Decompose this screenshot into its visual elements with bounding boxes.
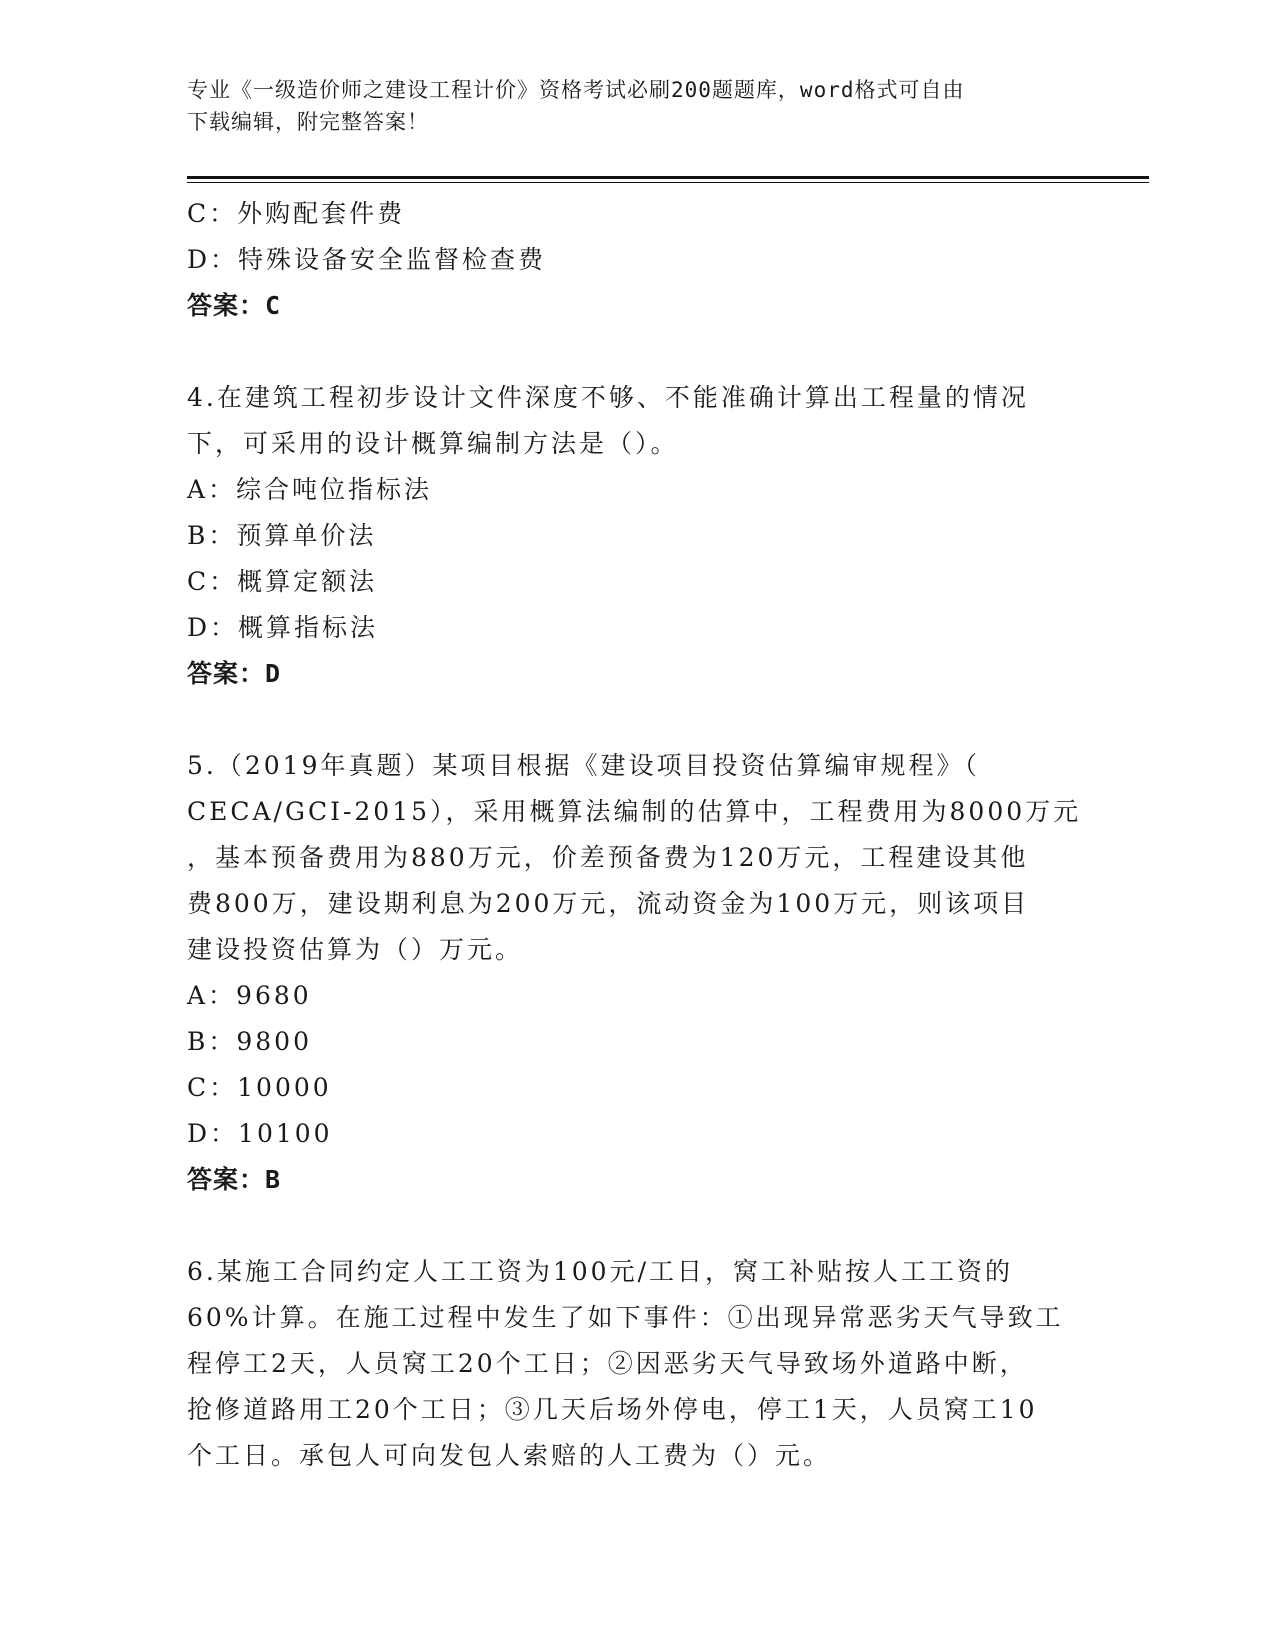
header-line: 下载编辑，附完整答案！ xyxy=(187,110,429,134)
answer-line: 答案：C xyxy=(187,291,282,320)
option-d: D：概算指标法 xyxy=(187,613,379,642)
spacer xyxy=(187,329,1087,375)
question-6 xyxy=(187,1249,1087,1479)
question-stem: 4.在建筑工程初步设计文件深度不够、不能准确计算出工程量的情况 xyxy=(187,383,1029,412)
option-b: B：9800 xyxy=(187,1027,312,1056)
document-header xyxy=(187,74,1087,138)
question-stem: ，基本预备费用为880万元，价差预备费为120万元，工程建设其他 xyxy=(187,843,1029,872)
answer-line: 答案：B xyxy=(187,1165,282,1194)
option-c: C：概算定额法 xyxy=(187,567,378,596)
question-stem: CECA/GCI-2015），采用概算法编制的估算中，工程费用为8000万元 xyxy=(187,797,1082,826)
option-d: D：特殊设备安全监督检查费 xyxy=(187,245,547,274)
option-d: D：10100 xyxy=(187,1119,333,1148)
spacer xyxy=(187,1203,1087,1249)
option-c: C：外购配套件费 xyxy=(187,199,406,228)
answer-line: 答案：D xyxy=(187,659,282,688)
header-divider-thick xyxy=(187,176,1149,179)
question-stem: 5.（2019年真题）某项目根据《建设项目投资估算编审规程》（ xyxy=(187,751,980,780)
spacer xyxy=(187,697,1087,743)
question-stem: 程停工2天，人员窝工20个工日；②因恶劣天气导致场外道路中断， xyxy=(187,1349,1028,1378)
question-3-tail xyxy=(187,191,1087,329)
option-a: A：综合吨位指标法 xyxy=(187,475,433,504)
question-stem: 60%计算。在施工过程中发生了如下事件：①出现异常恶劣天气导致工 xyxy=(187,1303,1064,1332)
document-body xyxy=(187,191,1087,1479)
question-5 xyxy=(187,743,1087,1203)
question-stem: 下，可采用的设计概算编制方法是（）。 xyxy=(187,429,679,458)
option-a: A：9680 xyxy=(187,981,312,1010)
question-stem: 6.某施工合同约定人工工资为100元/工日，窝工补贴按人工工资的 xyxy=(187,1257,1013,1286)
question-stem: 建设投资估算为（）万元。 xyxy=(187,935,524,964)
question-stem: 抢修道路用工20个工日；③几天后场外停电，停工1天，人员窝工10 xyxy=(187,1395,1038,1424)
header-line: 专业《一级造价师之建设工程计价》资格考试必刷200题题库，word格式可自由 xyxy=(187,78,965,102)
question-stem: 个工日。承包人可向发包人索赔的人工费为（）元。 xyxy=(187,1441,832,1470)
question-stem: 费800万，建设期利息为200万元，流动资金为100万元，则该项目 xyxy=(187,889,1030,918)
question-4 xyxy=(187,375,1087,697)
option-b: B：预算单价法 xyxy=(187,521,377,550)
header-divider-thin xyxy=(187,182,1149,183)
option-c: C：10000 xyxy=(187,1073,332,1102)
